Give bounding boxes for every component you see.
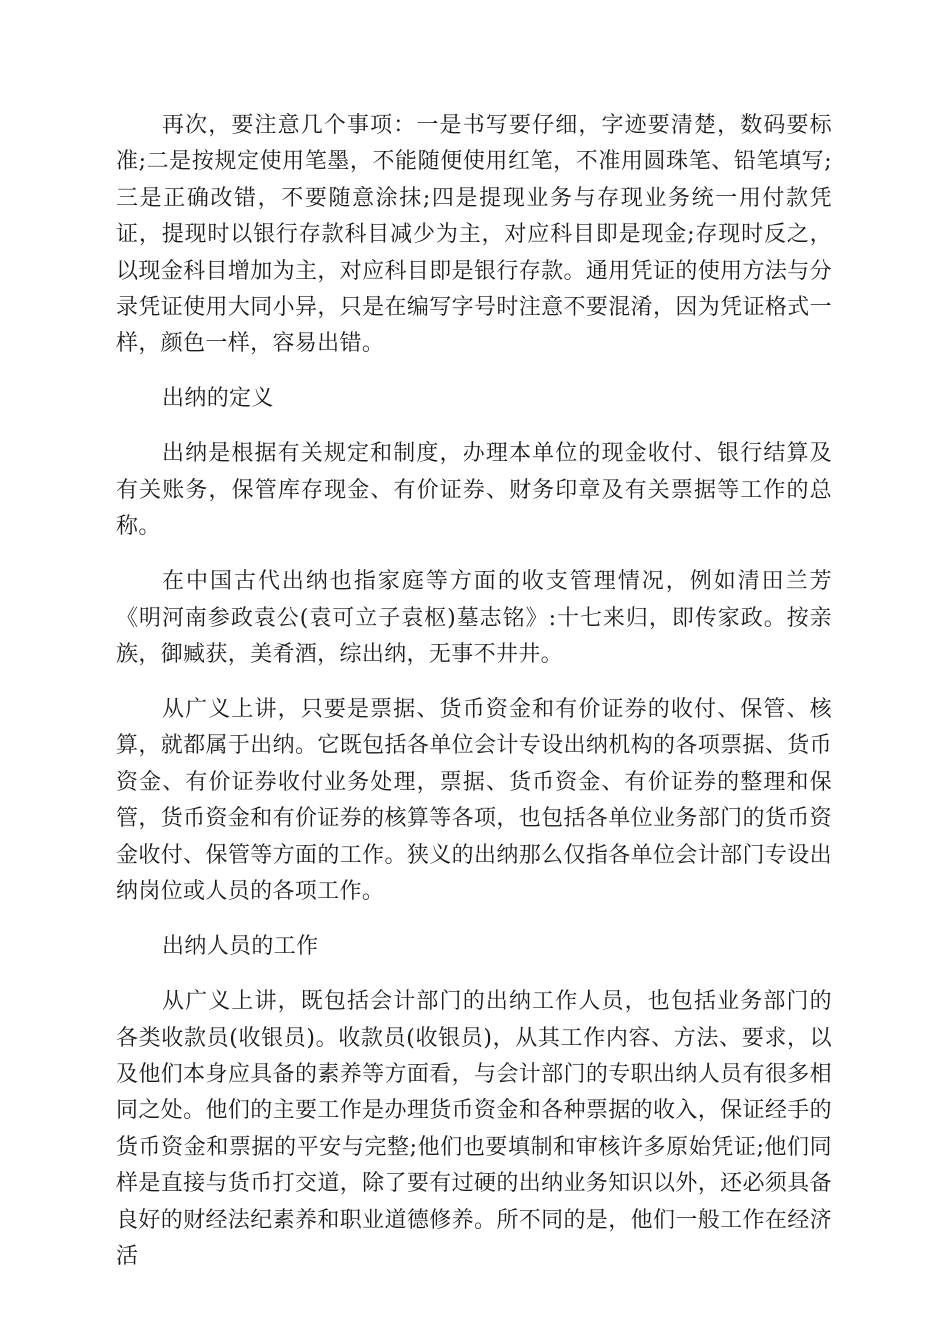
paragraph-staff-work: 从广义上讲，既包括会计部门的出纳工作人员，也包括业务部门的各类收款员(收银员)。收款员(收银员)，从其工作内容、方法、要求，以及他们本身应具备的素养等方面看，与会计部门的专职出纳人员有很多相同之处。他们的主要工作是办理货币资金和各种票据的收入，保证经手的货币资金和票据的平安与完整;他们也要填制和审核许多原始凭证;他们同样是直接与货币打交道，除了要有过硬的出纳业务知识以外，还必须具备良好的财经法纪素养和职业道德修养。所不同的是，他们一般工作在经济活	[116, 989, 832, 1269]
heading-cashier-staff-work: 出纳人员的工作	[162, 934, 319, 960]
heading-cashier-definition: 出纳的定义	[162, 386, 274, 412]
paragraph-ancient-usage: 在中国古代出纳也指家庭等方面的收支管理情况，例如清田兰芳《明河南参政袁公(袁可立子袁枢)墓志铭》:十七来归，即传家政。按亲族，御臧获，美肴酒，综出纳，无事不井井。	[116, 569, 832, 668]
paragraph-voucher-notes: 再次，要注意几个事项：一是书写要仔细，字迹要清楚，数码要标准;二是按规定使用笔墨，不能随便使用红笔，不准用圆珠笔、铅笔填写;三是正确改错，不要随意涂抹;四是提现业务与存现业务统一用付款凭证，提现时以银行存款科目减少为主，对应科目即是现金;存现时反之，以现金科目增加为主，对应科目即是银行存款。通用凭证的使用方法与分录凭证使用大同小异，只是在编写字号时注意不要混淆，因为凭证格式一样，颜色一样，容易出错。	[116, 113, 832, 357]
paragraph-definition: 出纳是根据有关规定和制度，办理本单位的现金收付、银行结算及有关账务，保管库存现金、有价证券、财务印章及有关票据等工作的总称。	[116, 441, 832, 540]
paragraph-broad-narrow-sense: 从广义上讲，只要是票据、货币资金和有价证券的收付、保管、核算，就都属于出纳。它既包括各单位会计专设出纳机构的各项票据、货币资金、有价证券收付业务处理，票据、货币资金、有价证券的整理和保管，货币资金和有价证券的核算等各项，也包括各单位业务部门的货币资金收付、保管等方面的工作。狭义的出纳那么仅指各单位会计部门专设出纳岗位或人员的各项工作。	[116, 697, 832, 905]
document-body	[116, 108, 832, 1294]
